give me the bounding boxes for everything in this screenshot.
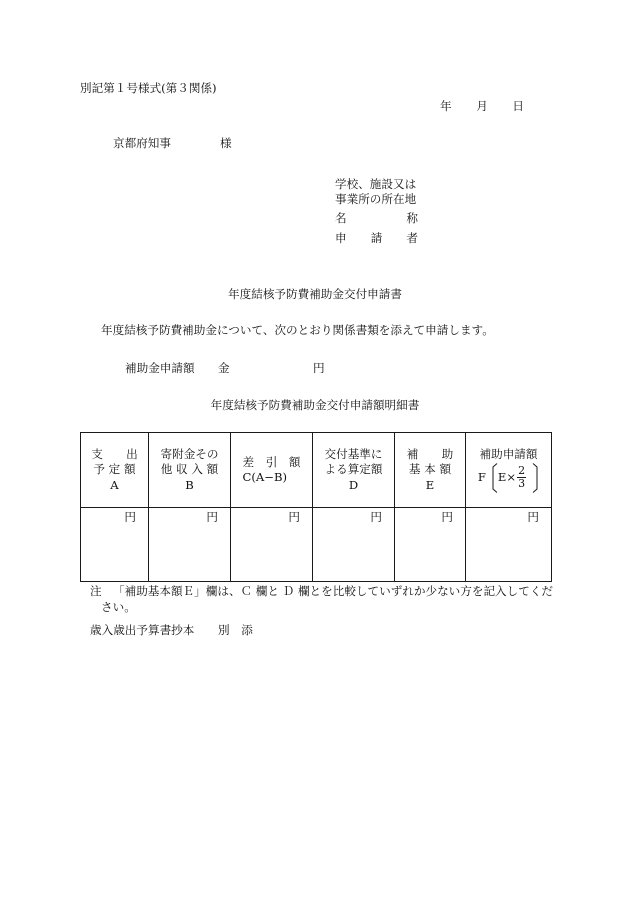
amount-cell-a [81,508,149,582]
attachment-value: 別 添 [218,623,253,637]
body-text: 年度結核予防費補助金について、次のとおり関係書類を添えて申請します。 [101,323,494,337]
note-text-line1: 「補助基本額Ｅ」欄は、Ｃ 欄と Ｄ 欄とを比較していずれか少ない方を記入してくだ [113,584,554,598]
yen-unit: 円 [288,510,300,524]
name-label-char: 称 [406,211,418,225]
date-year-label: 年 [440,99,452,113]
yen-unit: 円 [370,510,382,524]
amount-cell-f [466,508,552,582]
header-symbol: F [477,470,486,484]
note-label: 注 [90,584,102,598]
applicant-label-char: 申 [335,231,347,245]
header-cell-base-subsidy [395,433,466,508]
date-day-label: 日 [512,99,524,113]
yen-unit: 円 [441,510,453,524]
fraction-numerator: 2 [518,464,526,478]
header-line: 補 助 [406,446,454,461]
applicant-address-label-line2: 事業所の所在地 [335,192,417,206]
formula-base: E× [497,470,517,484]
header-line: 寄附金その [160,446,219,461]
header-line: よる算定額 [324,462,383,477]
amount-label: 補助金申請額 [125,361,195,375]
addressee-honorific: 様 [220,136,232,150]
header-line: 他 収 入 額 [160,462,219,477]
addressee-name: 京都府知事 [113,136,171,150]
fraction-denominator: 3 [518,477,526,491]
header-symbol: A [110,477,119,492]
applicant-name-label [335,211,418,225]
header-symbol: D [348,477,359,492]
date-field [440,99,524,113]
header-line: 予 定 額 [93,462,136,477]
yen-unit: 円 [527,510,539,524]
amount-prefix: 金 [218,361,230,375]
header-cell-requested-subsidy [466,433,552,508]
applicant-label-char: 者 [406,231,418,245]
attachment-label: 歳入歳出予算書抄本 [90,623,195,637]
date-month-label: 月 [476,99,488,113]
yen-unit: 円 [124,510,136,524]
amount-cell-b [149,508,231,582]
header-line: 支 出 [91,446,138,461]
header-line: 交付基準に [324,446,383,461]
subsidy-formula [478,462,539,493]
header-symbol: C(A−B) [242,470,288,484]
header-symbol: B [185,477,194,492]
header-cell-planned-expenditure [81,433,149,508]
amount-cell-c [231,508,313,582]
name-label-char: 名 [335,211,347,225]
yen-unit: 円 [206,510,218,524]
header-symbol: E [425,477,435,492]
document-title: 年度結核予防費補助金交付申請書 [228,287,402,301]
note-text-line2: さい。 [101,600,136,614]
amount-cell-d [313,508,395,582]
header-line: 基 本 額 [408,462,452,477]
applicant-label-char: 請 [370,231,383,245]
left-bracket-icon [491,463,498,493]
header-cell-standard-amount [313,433,395,508]
header-cell-other-income [149,433,231,508]
applicant-address-label-line1: 学校、施設又は [335,177,417,191]
detail-table [80,432,552,582]
header-cell-difference [231,433,313,508]
applicant-label [335,231,418,245]
fraction [517,465,526,490]
table-title: 年度結核予防費補助金交付申請額明細書 [210,398,420,412]
right-bracket-icon [532,463,539,493]
header-line: 差 引 額 [242,454,301,469]
form-reference: 別記第１号様式(第３関係) [80,81,217,95]
header-line: 補助申請額 [479,446,538,461]
amount-cell-e [395,508,466,582]
amount-unit: 円 [313,361,325,375]
